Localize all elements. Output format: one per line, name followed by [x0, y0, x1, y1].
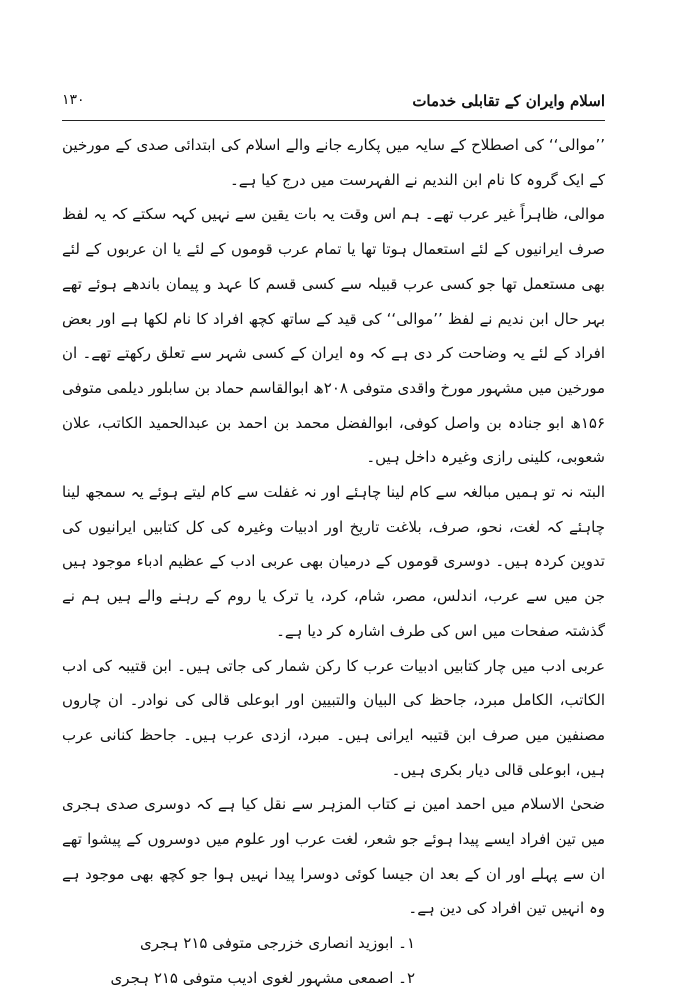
header-title: اسلام وایران کے تقابلی خدمات	[412, 92, 605, 110]
list-item: ۱۔ ابوزید انصاری خزرجی متوفی ۲۱۵ ہجری	[140, 934, 415, 953]
paragraph: ’’موالی‘‘ کی اصطلاح کے سایہ میں پکارے جانے والے اسلام کی ابتدائی صدی کے مورخین کے ایک گروہ کا نام ابن الندیم نے الفہرست میں درج کیا ہے۔	[62, 136, 605, 189]
running-header	[62, 92, 605, 122]
paragraph: موالی، ظاہراً غیر عرب تھے۔ ہم اس وقت یہ بات یقین سے نہیں کہہ سکتے کہ یہ لفظ صرف ایرانیوں کے لئے استعمال ہوتا تھا یا تمام عرب قوموں کے لئے یا ان عربوں کے لئے بھی مستعمل تھا جو کسی عرب قبیلہ سے کسی قسم کا عہد و پیمان باندھے ہوئے تھے بہر حال ابن ندیم نے لفظ ’’موالی‘‘ کی قید کے ساتھ کچھ افراد کا نام لکھا ہے اور بعض افراد کے لئے یہ وضاحت کر دی ہے کہ وہ ایران کے کسی شہر سے تعلق رکھتے تھے۔ ان مورخین میں مشہور مورخ واقدی متوفی ۲۰۸ھ ابوالقاسم حماد بن سابلور دیلمی متوفی ۱۵۶ھ ابو جنادہ بن واصل کوفی، ابوالفضل محمد بن احمد بن عبدالحمید الکاتب، علان شعوبی، کلینی رازی وغیرہ داخل ہیں۔	[62, 205, 605, 467]
list-item: ۲۔ اصمعی مشہور لغوی ادیب متوفی ۲۱۵ ہجری	[110, 968, 415, 987]
header-rule	[62, 120, 605, 121]
page-body	[62, 128, 605, 996]
paragraph: البتہ نہ تو ہمیں مبالغہ سے کام لینا چاہئے اور نہ غفلت سے کام لیتے ہوئے یہ سمجھ لینا چاہئے کہ لغت، نحو، صرف، بلاغت تاریخ اور ادبیات وغیرہ کی کل کتابیں ایرانیوں کی تدوین کردہ ہیں۔ دوسری قوموں کے درمیان بھی عربی ادب کے عظیم ادباء موجود ہیں جن میں سے عرب، اندلس، مصر، شام، کرد، یا ترک یا روم کے رہنے والے ہیں ہم نے گذشتہ صفحات میں اس کی طرف اشارہ کر دیا ہے۔	[62, 483, 605, 640]
page-number: ۱۳۰	[62, 92, 85, 108]
paragraph: ضحیٰ الاسلام میں احمد امین نے کتاب المزہر سے نقل کیا ہے کہ دوسری صدی ہجری میں تین افراد ایسے پیدا ہوئے جو شعر، لغت عرب اور علوم میں دوسروں کے پیشوا تھے ان سے پہلے اور ان کے بعد ان جیسا کوئی دوسرا پیدا نہیں ہوا جو کچھ بھی موجود ہے وہ انہیں تین افراد کی دین ہے۔	[62, 795, 605, 918]
paragraph: عربی ادب میں چار کتابیں ادبیات عرب کا رکن شمار کی جاتی ہیں۔ ابن قتیبہ کی ادب الکاتب، الکامل مبرد، جاحظ کی البیان والتبیین اور ابوعلی قالی کی نوادر۔ ان چاروں مصنفین میں صرف ابن قتیبہ ایرانی ہیں۔ مبرد، ازدی عرب ہیں۔ جاحظ کنانی عرب ہیں، ابوعلی قالی دیار بکری ہیں۔	[62, 656, 605, 779]
